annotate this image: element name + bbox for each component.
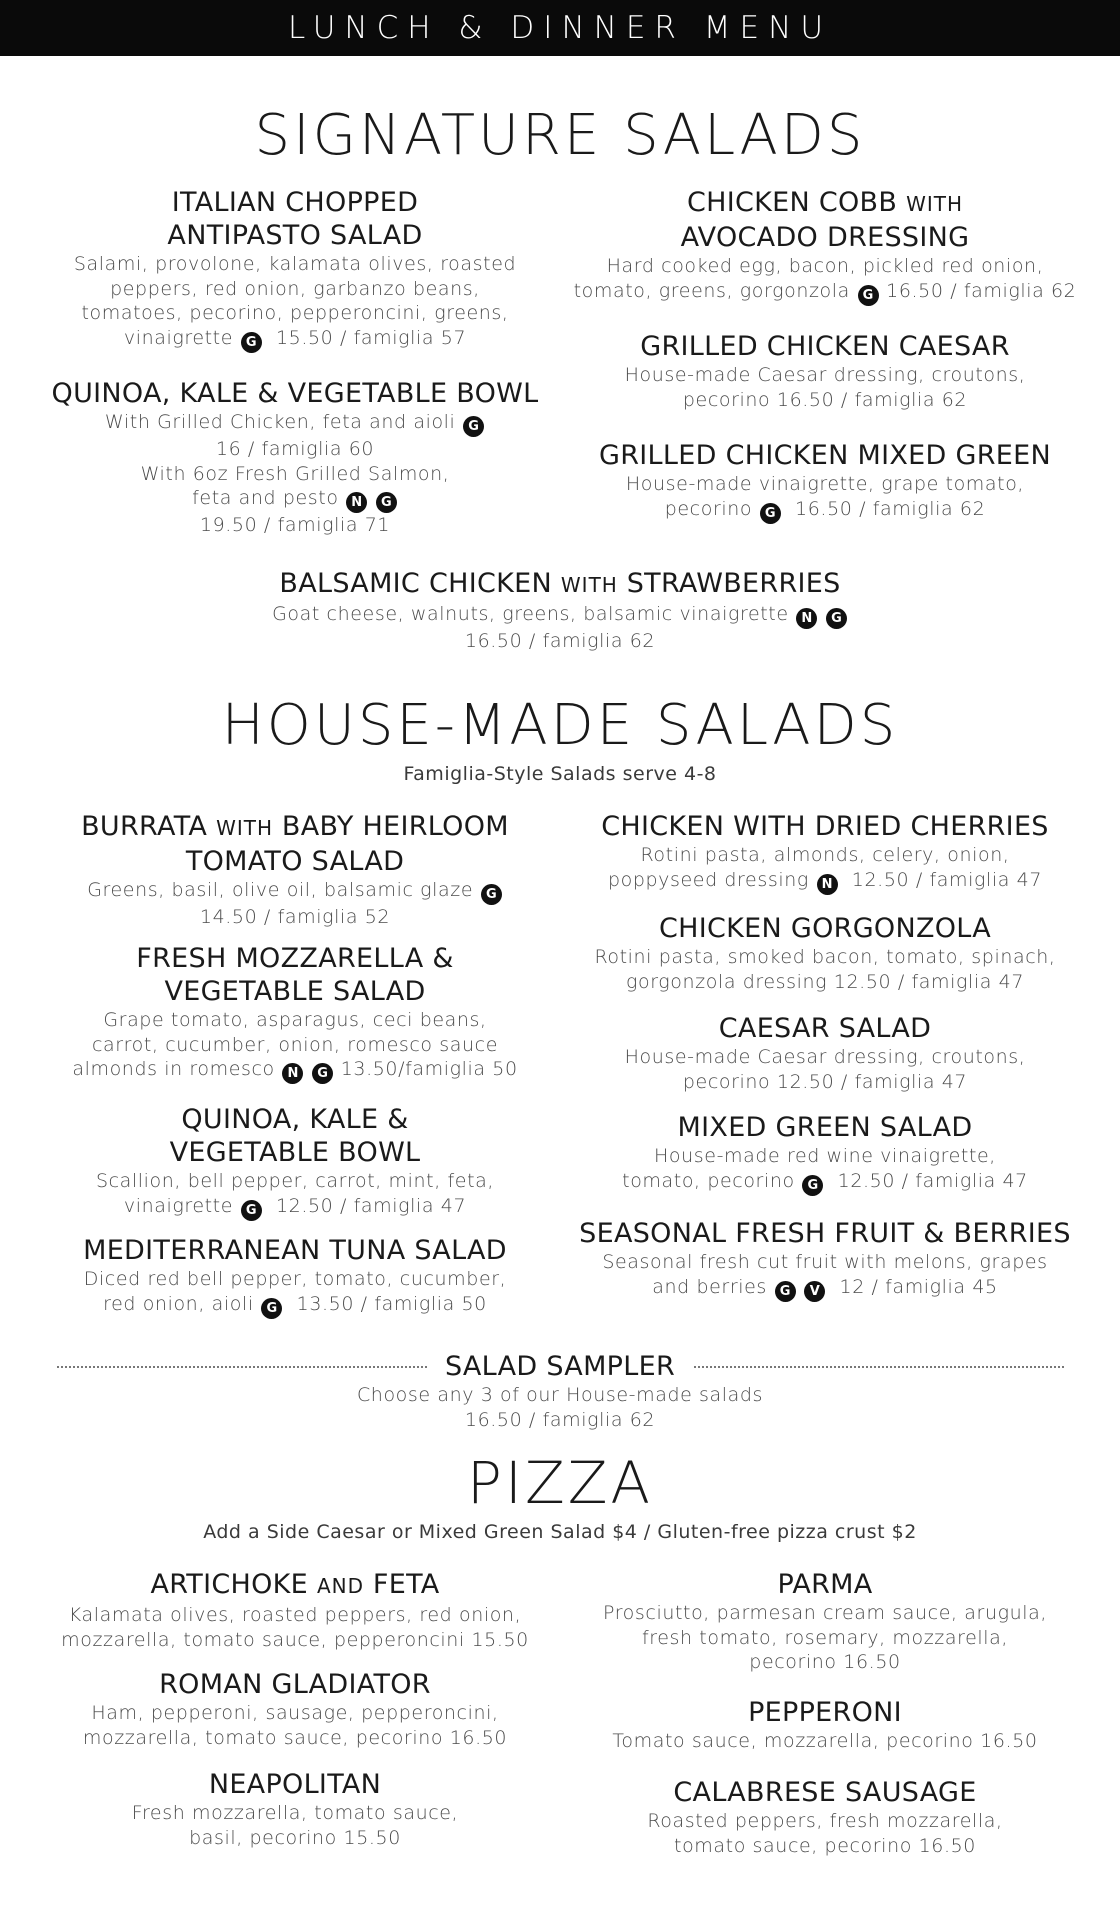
item-desc: House-made vinaigrette, grape tomato,: [625, 473, 1025, 495]
item-name: FETA: [372, 1569, 440, 1600]
item-desc: Rotini pasta, smoked bacon, tomato, spinach,: [594, 946, 1056, 968]
item-desc: Ham, pepperoni, sausage, pepperoncini,: [91, 1702, 499, 1724]
item-desc: Kalamata olives, roasted peppers, red onion,: [68, 1604, 522, 1626]
item-desc: carrot, cucumber, onion, romesco sauce: [91, 1033, 498, 1056]
nuts-icon: N: [817, 874, 838, 895]
gluten-free-icon: G: [775, 1281, 796, 1302]
item-name-connector: WITH: [216, 816, 273, 840]
item-desc: House-made red wine vinaigrette,: [654, 1145, 996, 1167]
vegan-icon: V: [804, 1281, 825, 1302]
item-desc: peppers, red onion, garbanzo beans,: [110, 277, 480, 300]
item-name: MIXED GREEN SALAD: [677, 1112, 973, 1143]
item-name: AVOCADO DRESSING: [680, 222, 970, 253]
item-name: FRESH MOZZARELLA &: [136, 943, 454, 974]
item-price: 13.50 / famiglia 50: [296, 1292, 487, 1315]
item-desc: House-made Caesar dressing, croutons,: [624, 1046, 1026, 1068]
item-name: VEGETABLE SALAD: [164, 976, 426, 1007]
item-name-connector: AND: [316, 1574, 364, 1598]
menu-item-grilled-chicken-mixed-green: [570, 439, 1080, 524]
item-price: 16.50 / famiglia 62: [795, 497, 986, 520]
item-desc: Hard cooked egg, bacon, pickled red onion,: [606, 255, 1044, 277]
menu-item-roman-gladiator: [40, 1668, 550, 1750]
menu-item-italian-chopped: [40, 186, 550, 353]
item-price: 19.50 / famiglia 71: [199, 514, 391, 536]
nuts-icon: N: [796, 608, 817, 629]
item-desc: tomatoes, pecorino, pepperoncini, greens,: [81, 302, 509, 324]
item-name: ROMAN GLADIATOR: [159, 1669, 431, 1700]
item-name: CAESAR SALAD: [718, 1013, 932, 1044]
item-desc: pecorino 16.50: [749, 1651, 901, 1673]
menu-item-artichoke-feta: [40, 1568, 550, 1652]
item-price: pecorino 16.50 / famiglia 62: [682, 388, 968, 411]
item-desc: Rotini pasta, almonds, celery, onion,: [640, 844, 1010, 866]
nuts-icon: N: [282, 1063, 303, 1084]
menu-item-balsamic-chicken: [160, 567, 960, 654]
item-price: 16.50 / famiglia 62: [464, 630, 656, 652]
gluten-free-icon: G: [760, 503, 781, 524]
item-price: 12.50 / famiglia 47: [851, 868, 1043, 891]
item-price: 12.50 / famiglia 47: [275, 1194, 467, 1217]
item-desc: Roasted peppers, fresh mozzarella,: [647, 1810, 1003, 1832]
menu-item-salad-sampler: [160, 1350, 960, 1432]
item-desc: basil, pecorino 15.50: [189, 1826, 401, 1849]
menu-header-title: LUNCH & DINNER MENU: [287, 10, 833, 46]
item-desc: and berries: [652, 1275, 767, 1298]
menu-item-caesar-salad: [570, 1012, 1080, 1094]
item-name: MEDITERRANEAN TUNA SALAD: [83, 1235, 507, 1266]
house-salads-title: HOUSE-MADE SALADS: [221, 693, 899, 758]
item-price: 12.50 / famiglia 47: [837, 1169, 1028, 1192]
menu-item-mixed-green-salad: [570, 1111, 1080, 1196]
item-desc: tomato sauce, pecorino 16.50: [674, 1834, 976, 1857]
item-desc: Fresh mozzarella, tomato sauce,: [131, 1802, 459, 1824]
item-price: pecorino 12.50 / famiglia 47: [682, 1070, 968, 1093]
menu-item-fresh-mozzarella: [40, 942, 550, 1084]
item-name-connector: WITH: [906, 192, 964, 216]
item-name: PARMA: [777, 1569, 873, 1600]
item-desc: Seasonal fresh cut fruit with melons, grapes: [602, 1251, 1048, 1273]
item-name: ANTIPASTO SALAD: [167, 220, 423, 251]
menu-item-quinoa-kale-bowl: [40, 377, 550, 538]
item-price: 13.50/famiglia 50: [340, 1058, 518, 1080]
item-name: PEPPERONI: [748, 1697, 902, 1728]
menu-header: [0, 0, 1120, 56]
gluten-free-icon: G: [481, 884, 502, 905]
item-desc: Scallion, bell pepper, carrot, mint, feta,: [95, 1170, 495, 1192]
item-desc: pecorino: [664, 497, 753, 520]
item-name: GRILLED CHICKEN CAESAR: [640, 331, 1010, 362]
gluten-free-icon: G: [802, 1175, 823, 1196]
gluten-free-icon: G: [261, 1298, 282, 1319]
signature-salads-title: SIGNATURE SALADS: [254, 103, 866, 168]
item-name: NEAPOLITAN: [208, 1769, 382, 1800]
item-name: QUINOA, KALE & VEGETABLE BOWL: [51, 378, 539, 409]
menu-item-mediterranean-tuna: [40, 1234, 550, 1319]
item-name: BALSAMIC CHICKEN: [279, 568, 552, 599]
menu-item-chicken-dried-cherries: [570, 810, 1080, 895]
item-desc: poppyseed dressing: [607, 868, 809, 891]
item-desc: Prosciutto, parmesan cream sauce, arugula,: [602, 1602, 1048, 1624]
item-price: 14.50 / famiglia 52: [199, 906, 391, 928]
item-desc: Greens, basil, olive oil, balsamic glaze: [87, 879, 474, 901]
gluten-free-icon: G: [312, 1063, 333, 1084]
gluten-free-icon: G: [241, 1200, 262, 1221]
item-desc: With 6oz Fresh Grilled Salmon,: [140, 462, 450, 485]
item-name: CHICKEN COBB: [686, 187, 898, 218]
item-price: gorgonzola dressing 12.50 / famiglia 47: [625, 970, 1025, 993]
menu-item-chicken-cobb: [570, 186, 1080, 306]
nuts-icon: N: [346, 492, 367, 513]
item-desc: mozzarella, tomato sauce, pecorino 16.50: [82, 1726, 508, 1749]
item-desc: tomato, greens, gorgonzola: [573, 279, 850, 302]
house-salads-subtitle: Famiglia-Style Salads serve 4-8: [403, 763, 717, 785]
item-desc: Choose any 3 of our House-made salads: [356, 1384, 764, 1406]
item-desc: Goat cheese, walnuts, greens, balsamic vinaigrette: [272, 603, 789, 625]
item-name: SEASONAL FRESH FRUIT & BERRIES: [579, 1218, 1071, 1249]
item-desc: vinaigrette: [123, 1194, 234, 1217]
item-desc: House-made Caesar dressing, croutons,: [624, 364, 1026, 386]
item-name: CHICKEN GORGONZOLA: [658, 913, 992, 944]
item-desc: vinaigrette: [123, 326, 234, 349]
item-name: VEGETABLE BOWL: [169, 1137, 421, 1168]
menu-item-pepperoni: [570, 1696, 1080, 1754]
item-desc: mozzarella, tomato sauce, pepperoncini 15.50: [61, 1628, 529, 1651]
item-name-connector: WITH: [560, 573, 618, 597]
item-desc: fresh tomato, rosemary, mozzarella,: [641, 1626, 1009, 1649]
item-desc: Tomato sauce, mozzarella, pecorino 16.50: [612, 1730, 1038, 1752]
item-desc: With Grilled Chicken, feta and aioli: [104, 411, 456, 433]
item-price: 12 / famiglia 45: [839, 1275, 998, 1298]
menu-item-seasonal-fruit: [570, 1217, 1080, 1302]
item-desc: Salami, provolone, kalamata olives, roasted: [73, 253, 517, 275]
item-desc: Diced red bell pepper, tomato, cucumber,: [83, 1268, 507, 1290]
item-name: CALABRESE SAUSAGE: [673, 1777, 977, 1808]
menu-item-chicken-gorgonzola: [570, 912, 1080, 994]
item-name: CHICKEN WITH DRIED CHERRIES: [601, 811, 1049, 842]
gluten-free-icon: G: [463, 416, 484, 437]
item-desc: feta and pesto: [192, 487, 339, 509]
item-name: BURRATA: [81, 811, 208, 842]
menu-item-quinoa-kale-vegetable: [40, 1103, 550, 1221]
gluten-free-icon: G: [826, 608, 847, 629]
menu-item-neapolitan: [40, 1768, 550, 1850]
gluten-free-icon: G: [858, 285, 879, 306]
item-price: 15.50 / famiglia 57: [275, 326, 467, 349]
menu-item-burrata: [40, 810, 550, 930]
pizza-subtitle: Add a Side Caesar or Mixed Green Salad $4 / Gluten-free pizza crust $2: [203, 1521, 917, 1543]
item-price: 16.50 / famiglia 62: [886, 279, 1077, 302]
item-name: QUINOA, KALE &: [181, 1104, 409, 1135]
menu-item-grilled-chicken-caesar: [570, 330, 1080, 412]
item-name: SALAD SAMPLER: [444, 1351, 676, 1382]
item-desc: almonds in romesco: [72, 1058, 275, 1080]
gluten-free-icon: G: [241, 332, 262, 353]
item-price: 16 / famiglia 60: [215, 438, 375, 460]
item-name: ITALIAN CHOPPED: [171, 187, 419, 218]
item-name: TOMATO SALAD: [185, 846, 405, 877]
item-name: STRAWBERRIES: [626, 568, 841, 599]
item-name: BABY HEIRLOOM: [281, 811, 509, 842]
menu-item-parma: [570, 1568, 1080, 1675]
item-price: 16.50 / famiglia 62: [464, 1408, 656, 1431]
item-desc: tomato, pecorino: [622, 1169, 795, 1192]
pizza-title: PIZZA: [466, 1449, 654, 1517]
item-name: GRILLED CHICKEN MIXED GREEN: [599, 440, 1051, 471]
gluten-free-icon: G: [376, 492, 397, 513]
item-name: ARTICHOKE: [150, 1569, 309, 1600]
menu-item-calabrese-sausage: [570, 1776, 1080, 1858]
item-desc: red onion, aioli: [103, 1292, 254, 1315]
item-desc: Grape tomato, asparagus, ceci beans,: [103, 1009, 487, 1031]
